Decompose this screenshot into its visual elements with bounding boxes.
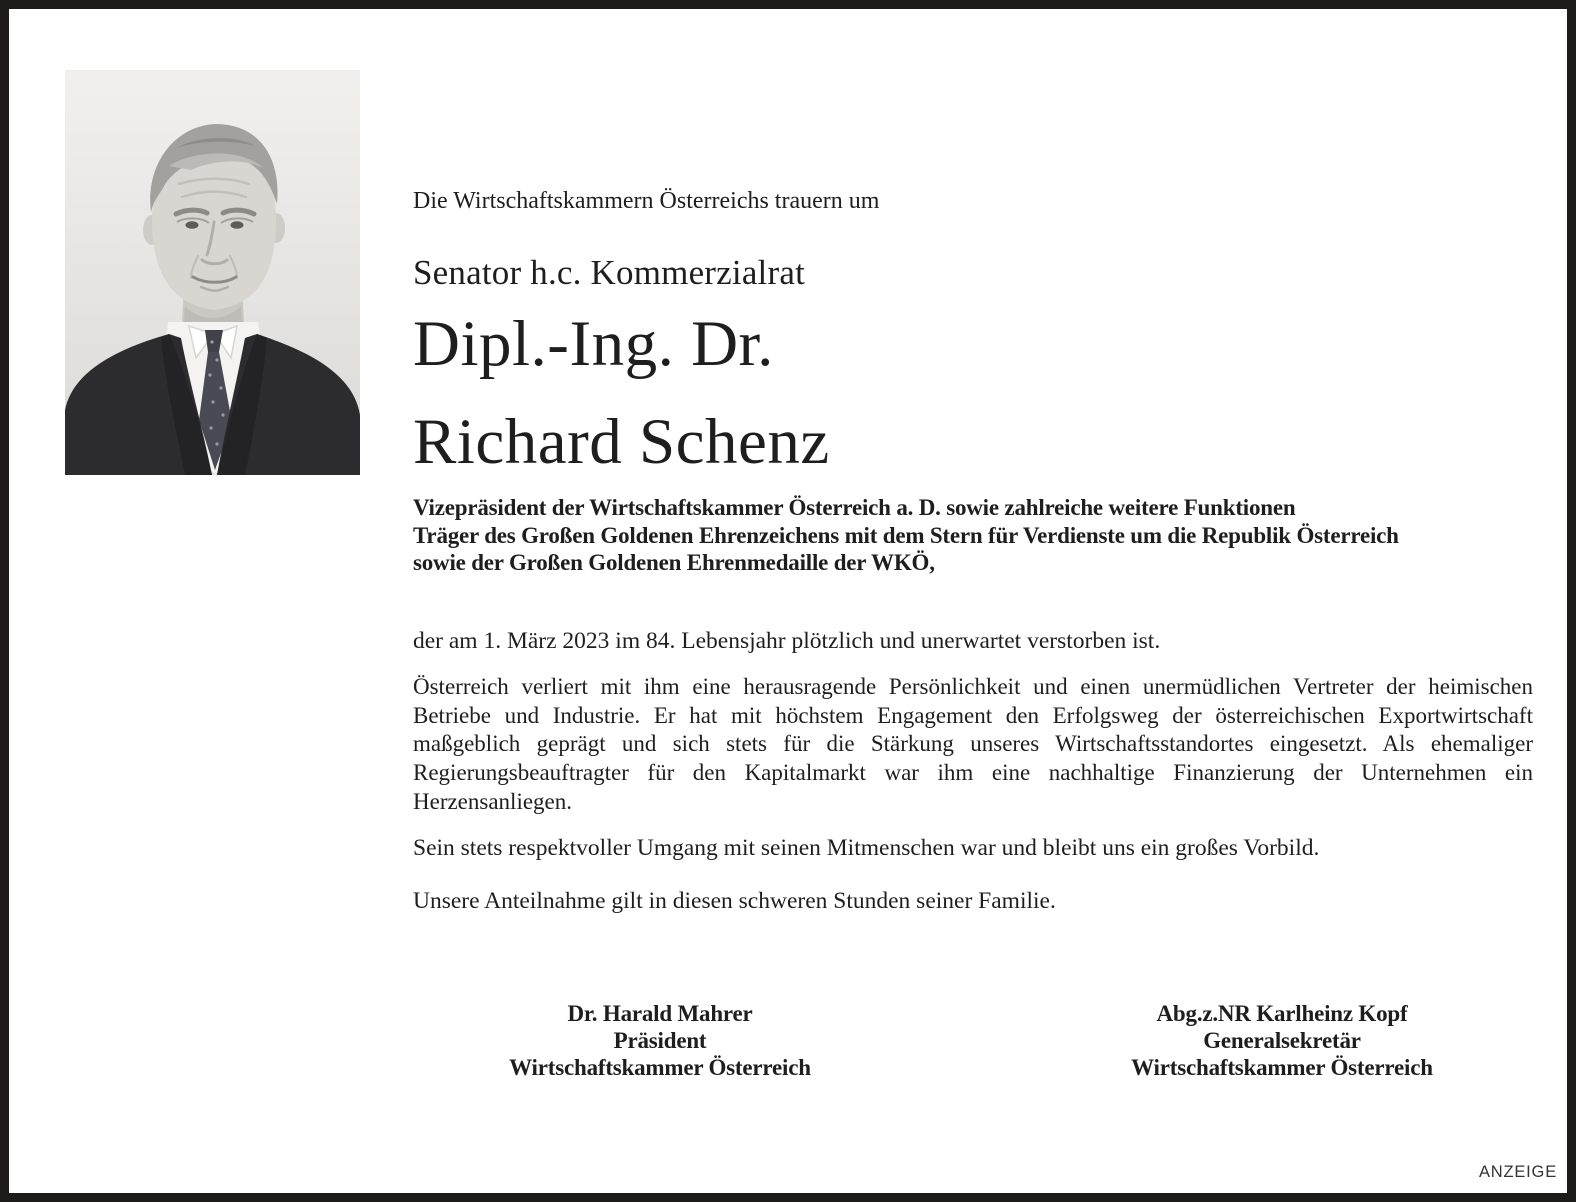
portrait-photo xyxy=(65,70,360,475)
honors-line: Vizepräsident der Wirtschaftskammer Österreich a. D. sowie zahlreiche weitere Funktionen xyxy=(413,495,1296,520)
intro-line: Die Wirtschaftskammern Österreichs trauern um xyxy=(413,188,880,214)
signatory-right xyxy=(1032,1001,1532,1081)
honors-block xyxy=(413,494,1533,577)
deceased-name xyxy=(413,295,1533,491)
signatory-org: Wirtschaftskammer Österreich xyxy=(509,1054,811,1080)
deceased-name-line2: Richard Schenz xyxy=(413,406,830,478)
signatory-left xyxy=(410,1001,910,1081)
signatory-role: Präsident xyxy=(613,1027,707,1053)
portrait-photo-graphic xyxy=(65,70,360,475)
deceased-name-line1: Dipl.-Ing. Dr. xyxy=(413,308,774,380)
tribute-paragraph: Österreich verliert mit ihm eine herausragende Persönlichkeit und einen unermüdlichen Vertreter der heimischen Betriebe und Industrie. Er hat mit höchstem Engagement den Erfolgsweg der österreichischen Exportwirtschaft maßgeblich geprägt und sich stets für die Stärkung unseres Wirtschaftsstandortes eingesetzt. Als ehemaliger Regierungsbeauftragter für den Kapitalmarkt war ihm eine nachhaltige Finanzierung der Unternehmen ein Herzensanliegen. xyxy=(413,674,1533,814)
signatory-name: Dr. Harald Mahrer xyxy=(567,1001,753,1026)
honors-line: sowie der Großen Goldenen Ehrenmedaille der WKÖ, xyxy=(413,550,935,575)
honors-line: Träger des Großen Goldenen Ehrenzeichens mit dem Stern für Verdienste um die Republik Österreich xyxy=(413,522,1399,548)
respect-line: Sein stets respektvoller Umgang mit seinen Mitmenschen war und bleibt uns ein großes Vorbild. xyxy=(413,835,1320,861)
condolence-line: Unsere Anteilnahme gilt in diesen schweren Stunden seiner Familie. xyxy=(413,888,1056,914)
anzeige-label: ANZEIGE xyxy=(1478,1163,1557,1181)
signatory-name: Abg.z.NR Karlheinz Kopf xyxy=(1156,1001,1408,1026)
death-line: der am 1. März 2023 im 84. Lebensjahr plötzlich und unerwartet verstorben ist. xyxy=(413,628,1161,654)
signatory-role: Generalsekretär xyxy=(1203,1027,1361,1053)
pre-title: Senator h.c. Kommerzialrat xyxy=(413,253,805,292)
signatory-org: Wirtschaftskammer Österreich xyxy=(1131,1054,1433,1080)
